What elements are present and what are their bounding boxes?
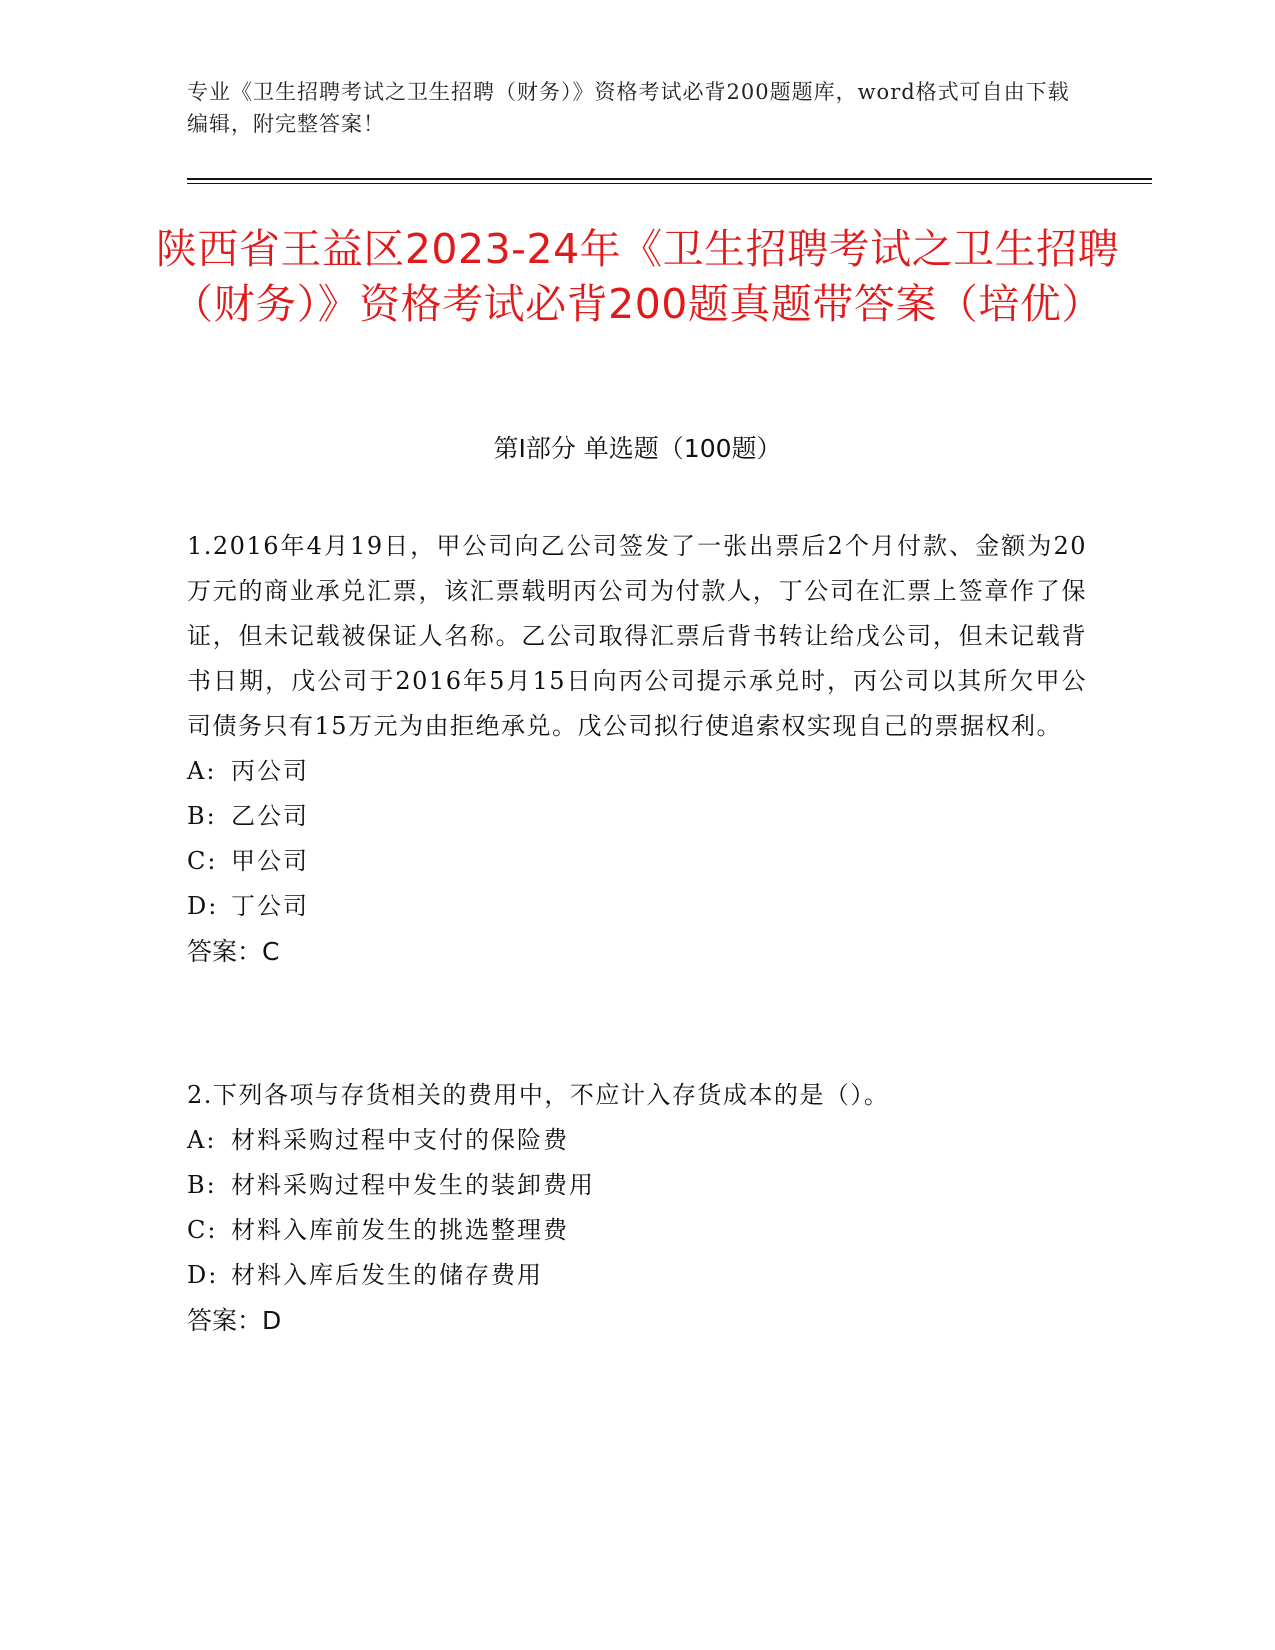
section-heading: 第Ⅰ部分 单选题（100题） [493, 434, 782, 463]
option-a [187, 1118, 1087, 1163]
option-text: 丙公司 [231, 757, 309, 785]
option-letter: B: [187, 1171, 217, 1199]
question-1 [187, 524, 1087, 974]
option-letter: B: [187, 802, 217, 830]
option-text: 丁公司 [231, 892, 309, 920]
header-note: 专业《卫生招聘考试之卫生招聘（财务）》资格考试必背200题题库，word格式可自由下载编辑，附完整答案！ [187, 80, 1070, 136]
option-b [187, 1163, 1087, 1208]
option-c [187, 1208, 1087, 1253]
question-stem: 1.2016年4月19日，甲公司向乙公司签发了一张出票后2个月付款、金额为20万元的商业承兑汇票，该汇票载明丙公司为付款人，丁公司在汇票上签章作了保证，但未记载被保证人名称。乙公司取得汇票后背书转让给戊公司，但未记载背书日期，戊公司于2016年5月15日向丙公司提示承兑时，丙公司以其所欠甲公司债务只有15万元为由拒绝承兑。戊公司拟行使追索权实现自己的票据权利。 [187, 532, 1087, 740]
option-c [187, 839, 1087, 884]
option-letter: D: [187, 892, 219, 920]
option-a [187, 749, 1087, 794]
option-d [187, 1253, 1087, 1298]
option-text: 材料采购过程中支付的保险费 [231, 1126, 569, 1154]
header-divider-thin [187, 183, 1152, 184]
option-letter: A: [187, 1126, 217, 1154]
answer-line: 答案：C [187, 937, 280, 966]
document-title: 陕西省王益区2023-24年《卫生招聘考试之卫生招聘（财务）》资格考试必背200题真题带答案（培优） [155, 225, 1120, 328]
option-d [187, 884, 1087, 929]
option-text: 乙公司 [231, 802, 309, 830]
option-text: 甲公司 [231, 847, 309, 875]
option-text: 材料采购过程中发生的装卸费用 [231, 1171, 595, 1199]
header-divider-thick [187, 178, 1152, 180]
option-text: 材料入库后发生的储存费用 [231, 1261, 543, 1289]
question-stem: 2.下列各项与存货相关的费用中，不应计入存货成本的是（）。 [187, 1081, 890, 1109]
option-letter: D: [187, 1261, 219, 1289]
answer-line: 答案：D [187, 1306, 282, 1335]
option-b [187, 794, 1087, 839]
option-letter: C: [187, 1216, 218, 1244]
option-text: 材料入库前发生的挑选整理费 [231, 1216, 569, 1244]
option-letter: C: [187, 847, 218, 875]
option-letter: A: [187, 757, 217, 785]
question-2 [187, 1073, 1087, 1343]
